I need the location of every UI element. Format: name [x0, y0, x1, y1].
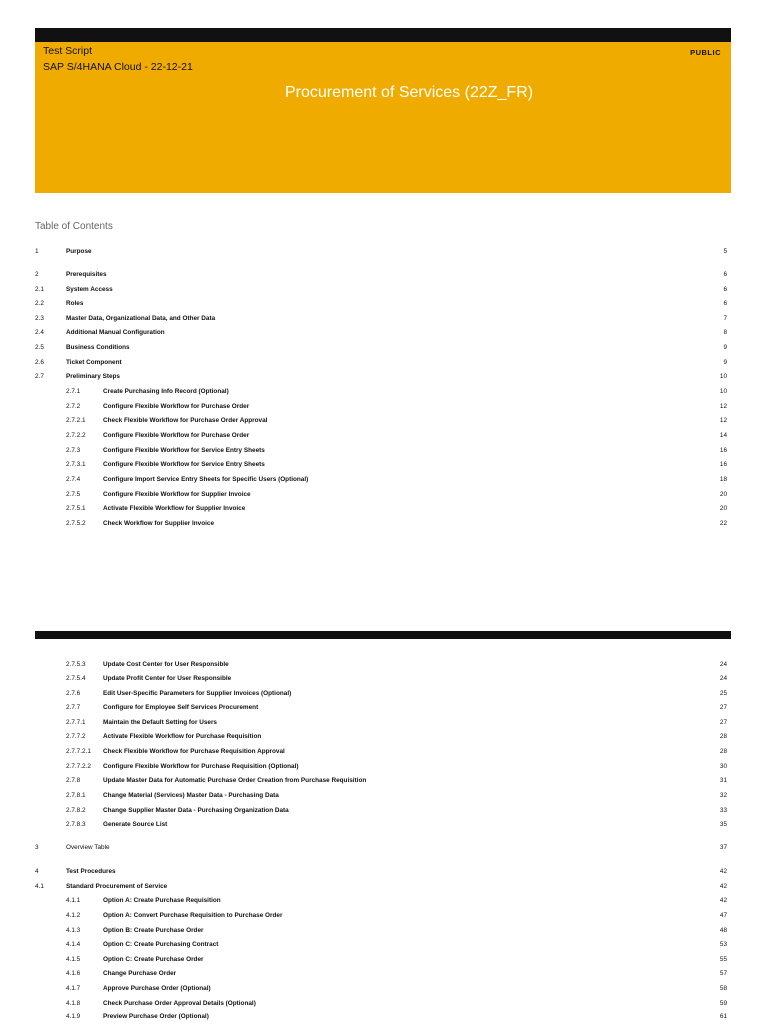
toc-number: 2.7.8.3 [66, 821, 86, 828]
toc-number: 2.5 [35, 344, 44, 351]
toc-entry[interactable] [0, 687, 768, 701]
toc-title: Additional Manual Configuration [66, 329, 165, 336]
toc-page: 28 [719, 733, 727, 740]
toc-title: Check Flexible Workflow for Purchase Requisition Approval [103, 748, 285, 755]
toc-number: 4.1 [35, 883, 44, 890]
toc-number: 2.7.1 [66, 388, 81, 395]
toc-page: 18 [719, 476, 727, 483]
toc-title: Configure Flexible Workflow for Purchase Order [103, 403, 250, 410]
toc-number: 2 [35, 271, 39, 278]
toc-entry[interactable] [0, 841, 768, 855]
toc-page: 7 [723, 315, 727, 322]
toc-page: 20 [719, 491, 727, 498]
toc-entry[interactable] [0, 658, 768, 672]
toc-heading: Table of Contents [35, 221, 113, 232]
toc-page: 5 [723, 248, 727, 255]
toc-title: Configure Flexible Workflow for Service Entry Sheets [103, 461, 265, 468]
toc-entry[interactable] [0, 982, 768, 996]
toc-page: 42 [719, 897, 727, 904]
toc-entry[interactable] [0, 283, 768, 297]
toc-entry[interactable] [0, 745, 768, 759]
toc-number: 4.1.7 [66, 985, 81, 992]
toc-number: 2.7.8 [66, 777, 81, 784]
toc-page: 22 [719, 520, 727, 527]
toc-number: 2.7.5.3 [66, 661, 86, 668]
toc-number: 4.1.3 [66, 927, 81, 934]
toc-entry[interactable] [0, 268, 768, 282]
toc-number: 2.7.6 [66, 690, 81, 697]
toc-title: Preliminary Steps [66, 373, 120, 380]
toc-entry[interactable] [0, 760, 768, 774]
toc-title: System Access [66, 286, 113, 293]
toc-title: Standard Procurement of Service [66, 883, 168, 890]
document-title: Procurement of Services (22Z_FR) [285, 84, 534, 101]
toc-title: Configure Flexible Workflow for Supplier Invoice [103, 491, 251, 498]
toc-page: 24 [719, 675, 727, 682]
toc-title: Update Profit Center for User Responsible [103, 675, 232, 682]
toc-number: 2.7.7.1 [66, 719, 86, 726]
toc-title: Maintain the Default Setting for Users [103, 719, 217, 726]
toc-title: Check Workflow for Supplier Invoice [103, 520, 215, 527]
toc-title: Option B: Create Purchase Order [103, 927, 204, 934]
toc-page: 10 [719, 373, 727, 380]
top-black-bar [35, 28, 731, 42]
toc-page: 55 [719, 956, 727, 963]
toc-number: 2.7.5 [66, 491, 81, 498]
toc-title: Approve Purchase Order (Optional) [103, 985, 211, 992]
toc-title: Option A: Create Purchase Requisition [103, 897, 221, 904]
toc-entry[interactable] [0, 701, 768, 715]
toc-number: 2.7.7.2.2 [66, 763, 91, 770]
toc-page: 47 [719, 912, 727, 919]
toc-entry[interactable] [0, 997, 768, 1011]
toc-title: Prerequisites [66, 271, 107, 278]
toc-number: 2.7.2.1 [66, 417, 86, 424]
toc-page: 27 [719, 704, 727, 711]
toc-title: Change Supplier Master Data - Purchasing Organization Data [103, 807, 289, 814]
toc-page: 25 [719, 690, 727, 697]
toc-entry[interactable] [0, 1010, 768, 1024]
toc-number: 4.1.4 [66, 941, 81, 948]
toc-number: 2.7.2 [66, 403, 81, 410]
toc-number: 2.7.8.1 [66, 792, 86, 799]
toc-number: 2.7.4 [66, 476, 81, 483]
toc-number: 4.1.8 [66, 1000, 81, 1007]
toc-entry[interactable] [0, 414, 768, 428]
toc-page: 6 [723, 271, 727, 278]
toc-title: Overview Table [66, 844, 110, 851]
toc-entry[interactable] [0, 444, 768, 458]
toc-number: 4.1.2 [66, 912, 81, 919]
toc-number: 4.1.6 [66, 970, 81, 977]
toc-number: 1 [35, 248, 39, 255]
toc-title: Check Flexible Workflow for Purchase Order Approval [103, 417, 268, 424]
toc-page: 24 [719, 661, 727, 668]
toc-number: 2.7.7 [66, 704, 81, 711]
toc-number: 2.7.5.1 [66, 505, 86, 512]
toc-page: 10 [719, 388, 727, 395]
toc-page: 33 [719, 807, 727, 814]
toc-page: 61 [719, 1013, 727, 1020]
toc-title: Activate Flexible Workflow for Purchase Requisition [103, 733, 262, 740]
toc-number: 2.7.3 [66, 447, 81, 454]
toc-entry[interactable] [0, 488, 768, 502]
toc-entry[interactable] [0, 865, 768, 879]
toc-entry[interactable] [0, 967, 768, 981]
toc-entry[interactable] [0, 909, 768, 923]
toc-title: Change Purchase Order [103, 970, 177, 977]
toc-page: 58 [719, 985, 727, 992]
toc-entry[interactable] [0, 517, 768, 531]
toc-entry[interactable] [0, 400, 768, 414]
toc-page: 27 [719, 719, 727, 726]
toc-entry[interactable] [0, 894, 768, 908]
toc-number: 2.7.2.2 [66, 432, 86, 439]
toc-title: Master Data, Organizational Data, and Other Data [66, 315, 216, 322]
toc-page: 42 [719, 868, 727, 875]
toc-number: 2.2 [35, 300, 44, 307]
toc-page: 9 [723, 359, 727, 366]
toc-number: 2.4 [35, 329, 44, 336]
toc-page: 8 [723, 329, 727, 336]
toc-title: Configure Import Service Entry Sheets for Specific Users (Optional) [103, 476, 309, 483]
toc-title: Option C: Create Purchase Order [103, 956, 204, 963]
toc-number: 3 [35, 844, 39, 851]
toc-entry[interactable] [0, 502, 768, 516]
toc-entry[interactable] [0, 326, 768, 340]
toc-title: Configure Flexible Workflow for Service Entry Sheets [103, 447, 265, 454]
page-break-bar [35, 631, 731, 639]
toc-title: Configure Flexible Workflow for Purchase Requisition (Optional) [103, 763, 299, 770]
document-type: Test Script [43, 45, 93, 57]
toc-number: 4.1.5 [66, 956, 81, 963]
toc-number: 2.7.7.2.1 [66, 748, 91, 755]
toc-entry[interactable] [0, 774, 768, 788]
toc-title: Business Conditions [66, 344, 130, 351]
toc-page: 9 [723, 344, 727, 351]
toc-entry[interactable] [0, 245, 768, 259]
toc-title: Configure Flexible Workflow for Purchase Order [103, 432, 250, 439]
toc-page: 57 [719, 970, 727, 977]
toc-number: 4 [35, 868, 39, 875]
toc-entry[interactable] [0, 789, 768, 803]
toc-number: 4.1.1 [66, 897, 81, 904]
toc-number: 2.7.5.4 [66, 675, 86, 682]
toc-page: 37 [719, 844, 727, 851]
toc-number: 2.3 [35, 315, 44, 322]
toc-title: Roles [66, 300, 84, 307]
toc-entry[interactable] [0, 818, 768, 832]
toc-entry[interactable] [0, 341, 768, 355]
toc-entry[interactable] [0, 804, 768, 818]
toc-number: 2.7.7.2 [66, 733, 86, 740]
toc-page: 59 [719, 1000, 727, 1007]
toc-page: 48 [719, 927, 727, 934]
toc-number: 2.1 [35, 286, 44, 293]
toc-entry[interactable] [0, 473, 768, 487]
toc-title: Configure for Employee Self Services Procurement [103, 704, 259, 711]
toc-title: Update Cost Center for User Responsible [103, 661, 229, 668]
toc-page: 12 [719, 403, 727, 410]
toc-number: 4.1.9 [66, 1013, 81, 1020]
toc-entry[interactable] [0, 385, 768, 399]
toc-page: 28 [719, 748, 727, 755]
toc-entry[interactable] [0, 672, 768, 686]
toc-entry[interactable] [0, 312, 768, 326]
toc-title: Ticket Component [66, 359, 122, 366]
toc-entry[interactable] [0, 716, 768, 730]
toc-page: 6 [723, 286, 727, 293]
toc-entry[interactable] [0, 297, 768, 311]
toc-number: 2.7.8.2 [66, 807, 86, 814]
toc-title: Option C: Create Purchasing Contract [103, 941, 219, 948]
cover-header [35, 42, 731, 193]
toc-entry[interactable] [0, 429, 768, 443]
toc-entry[interactable] [0, 953, 768, 967]
toc-title: Generate Source List [103, 821, 168, 828]
toc-page: 20 [719, 505, 727, 512]
classification-label: PUBLIC [690, 48, 721, 57]
toc-title: Check Purchase Order Approval Details (Optional) [103, 1000, 256, 1007]
toc-title: Purpose [66, 248, 92, 255]
toc-page: 42 [719, 883, 727, 890]
toc-number: 2.7 [35, 373, 44, 380]
toc-page: 31 [719, 777, 727, 784]
toc-page: 32 [719, 792, 727, 799]
toc-title: Update Master Data for Automatic Purchase Order Creation from Purchase Requisition [103, 777, 367, 784]
toc-entry[interactable] [0, 356, 768, 370]
toc-entry[interactable] [0, 730, 768, 744]
toc-title: Preview Purchase Order (Optional) [103, 1013, 209, 1020]
toc-entry[interactable] [0, 938, 768, 952]
document-release: SAP S/4HANA Cloud - 22-12-21 [43, 61, 193, 73]
toc-number: 2.7.5.2 [66, 520, 86, 527]
toc-title: Create Purchasing Info Record (Optional) [103, 388, 229, 395]
toc-entry[interactable] [0, 924, 768, 938]
toc-page: 53 [719, 941, 727, 948]
toc-page: 16 [719, 447, 727, 454]
toc-title: Option A: Convert Purchase Requisition to Purchase Order [103, 912, 283, 919]
toc-number: 2.6 [35, 359, 44, 366]
toc-entry[interactable] [0, 458, 768, 472]
toc-number: 2.7.3.1 [66, 461, 86, 468]
toc-page: 6 [723, 300, 727, 307]
toc-page: 16 [719, 461, 727, 468]
toc-entry[interactable] [0, 370, 768, 384]
toc-entry[interactable] [0, 880, 768, 894]
toc-page: 14 [719, 432, 727, 439]
toc-page: 35 [719, 821, 727, 828]
toc-title: Change Material (Services) Master Data - Purchasing Data [103, 792, 279, 799]
toc-page: 30 [719, 763, 727, 770]
toc-title: Activate Flexible Workflow for Supplier Invoice [103, 505, 246, 512]
toc-title: Edit User-Specific Parameters for Supplier Invoices (Optional) [103, 690, 292, 697]
toc-page: 12 [719, 417, 727, 424]
toc-title: Test Procedures [66, 868, 116, 875]
